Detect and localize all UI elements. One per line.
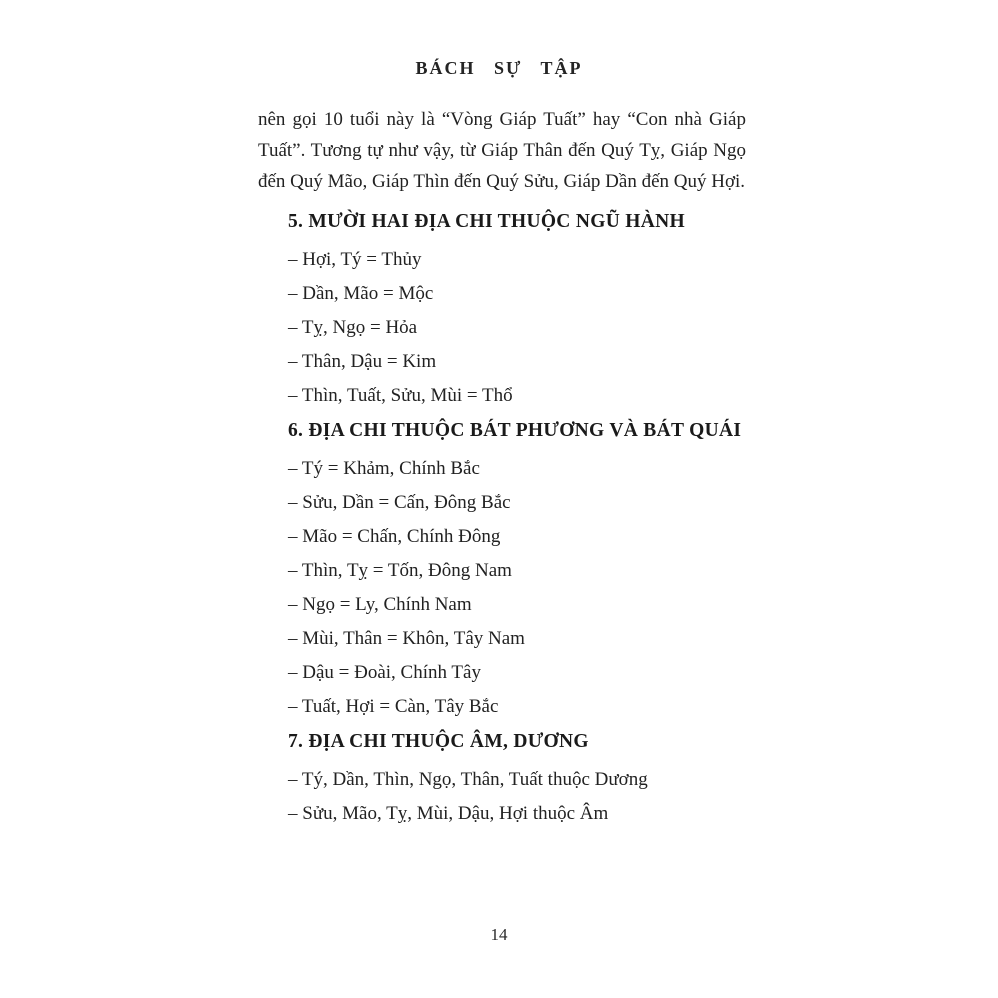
page-number: 14 [490,925,508,944]
list-item: – Tý = Khảm, Chính Bắc [288,458,480,479]
list-item: – Sửu, Dần = Cấn, Đông Bắc [288,492,511,513]
section-6 [288,420,746,717]
section-5-heading: 5. MƯỜI HAI ĐỊA CHI THUỘC NGŨ HÀNH [288,211,685,232]
list-item: – Mão = Chấn, Chính Đông [288,526,501,547]
list-item: – Tuất, Hợi = Càn, Tây Bắc [288,696,499,717]
section-7-heading: 7. ĐỊA CHI THUỘC ÂM, DƯƠNG [288,731,589,752]
list-item: – Thân, Dậu = Kim [288,351,437,372]
list-item: – Tý, Dần, Thìn, Ngọ, Thân, Tuất thuộc Dương [288,769,648,790]
list-item: – Hợi, Tý = Thủy [288,249,422,270]
section-5 [288,211,746,406]
intro-paragraph: nên gọi 10 tuổi này là “Vòng Giáp Tuất” hay “Con nhà Giáp Tuất”. Tương tự như vậy, từ Giáp Thân đến Quý Tỵ, Giáp Ngọ đến Quý Mão, Giáp Thìn đến Quý Sửu, Giáp Dần đến Quý Hợi. [258,109,746,192]
page-content [258,78,746,838]
list-item: – Dần, Mão = Mộc [288,283,434,304]
list-item: – Thìn, Tuất, Sửu, Mùi = Thổ [288,385,513,406]
running-header: BÁCH SỰ TẬP [415,58,583,78]
list-item: – Ngọ = Ly, Chính Nam [288,594,472,615]
section-6-heading: 6. ĐỊA CHI THUỘC BÁT PHƯƠNG VÀ BÁT QUÁI [288,420,742,441]
list-item: – Dậu = Đoài, Chính Tây [288,662,481,683]
list-item: – Sửu, Mão, Tỵ, Mùi, Dậu, Hợi thuộc Âm [288,803,609,824]
list-item: – Thìn, Tỵ = Tốn, Đông Nam [288,560,512,581]
section-7 [288,731,746,824]
list-item: – Tỵ, Ngọ = Hỏa [288,317,418,338]
list-item: – Mùi, Thân = Khôn, Tây Nam [288,628,525,649]
